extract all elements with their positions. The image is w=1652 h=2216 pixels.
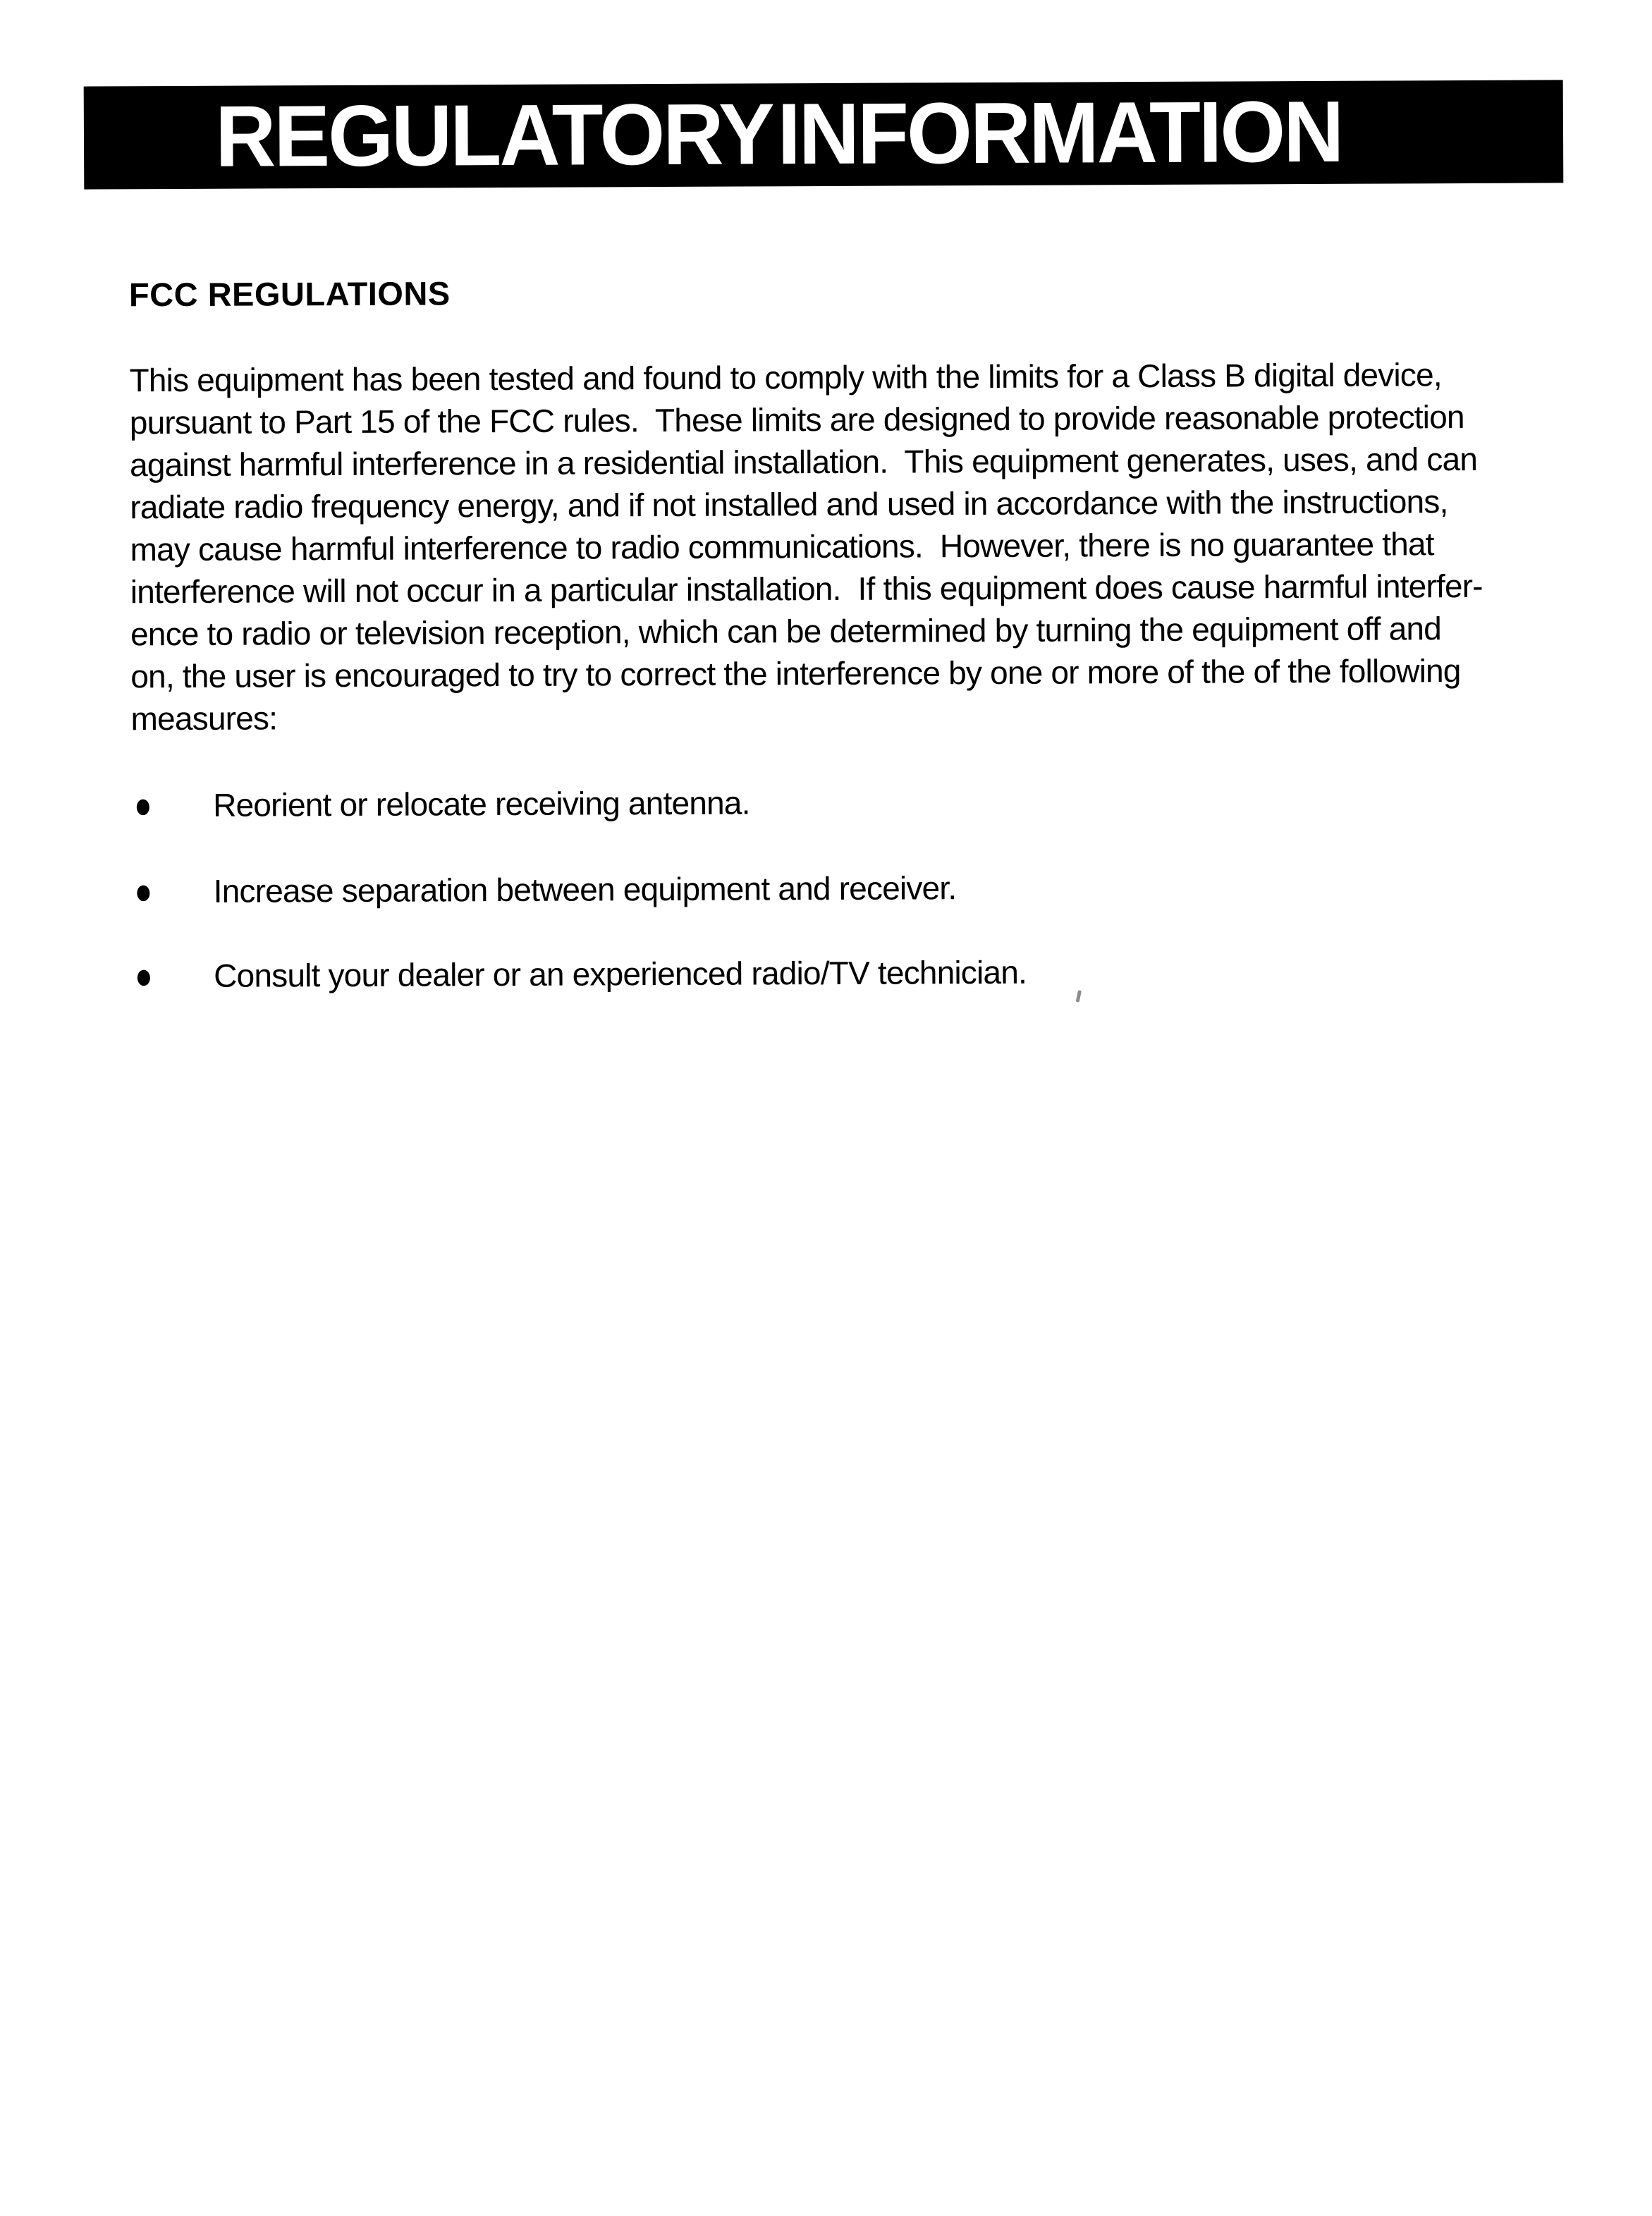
list-item bbox=[132, 867, 957, 912]
bullet-icon: ● bbox=[134, 870, 153, 912]
paragraph-line: measures: bbox=[130, 699, 278, 737]
section-banner bbox=[84, 80, 1564, 189]
page-title: REGULATORY INFORMATION bbox=[214, 83, 1342, 185]
paragraph-line: ence to radio or television reception, which can be determined by turning the equipment off and bbox=[130, 610, 1442, 653]
paragraph-line: on, the user is encouraged to try to correct the interference by one or more of the of the following bbox=[130, 652, 1461, 695]
fcc-paragraph bbox=[129, 353, 1483, 740]
paragraph-line: This equipment has been tested and found to comply with the limits for a Class B digital device, bbox=[129, 356, 1442, 399]
bullet-text: Reorient or relocate receiving antenna. bbox=[213, 784, 750, 824]
paragraph-line: pursuant to Part 15 of the FCC rules. These limits are designed to provide reasonable protection bbox=[129, 398, 1464, 441]
paragraph-line: may cause harmful interference to radio communications. However, there is no guarantee that bbox=[130, 525, 1434, 568]
list-item bbox=[131, 781, 750, 826]
paragraph-line: against harmful interference in a residential installation. This equipment generates, uses, and can bbox=[129, 440, 1478, 484]
list-item bbox=[132, 951, 1027, 998]
bullet-text: Consult your dealer or an experienced radio/TV technician. bbox=[214, 953, 1027, 994]
paragraph-line: interference will not occur in a particular installation. If this equipment does cause harmful interfer- bbox=[130, 567, 1483, 611]
paragraph-line: radiate radio frequency energy, and if not installed and used in accordance with the instructions, bbox=[130, 483, 1448, 526]
bullet-text: Increase separation between equipment and receiver. bbox=[213, 869, 957, 910]
scan-speck bbox=[1076, 990, 1082, 1003]
bullet-icon: ● bbox=[135, 955, 153, 997]
fcc-regulations-heading: FCC REGULATIONS bbox=[128, 274, 451, 314]
bullet-icon: ● bbox=[133, 784, 152, 826]
